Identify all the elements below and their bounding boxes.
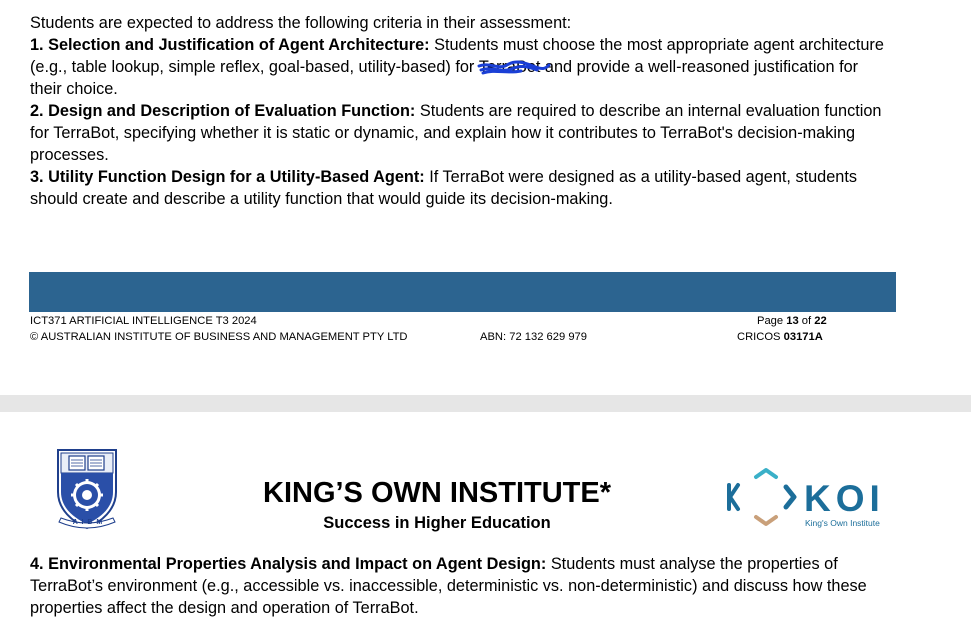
criterion-1: [30, 34, 890, 100]
footer-course: ICT371 ARTIFICIAL INTELLIGENCE T3 2024: [30, 315, 257, 327]
pen-scribble-mark: [477, 60, 551, 76]
criteria-section: [30, 12, 890, 210]
criteria-intro: Students are expected to address the following criteria in their assessment:: [30, 14, 572, 32]
criterion-1-text-before: Students must choose the most appropriate agent architecture (e.g., table lookup, simple reflex, goal-based, utility-based) for: [30, 36, 884, 76]
scribbled-word: TerraBot: [479, 56, 541, 78]
koi-logo-text: KOI: [804, 478, 885, 519]
criterion-3-text: If TerraBot were designed as a utility-based agent, students should create and describe a utility function that would guide its decision-making.: [30, 168, 858, 208]
criterion-2-text: Students are required to describe an internal evaluation function for TerraBot, specifying whether it is static or dynamic, and explain how it contributes to TerraBot's decision-making processes.: [30, 102, 882, 164]
criterion-4-text: Students must analyse the properties of TerraBot’s environment (e.g., accessible vs. inaccessible, deterministic vs. non-deterministic) and discuss how these properties affect the design and operation of TerraBot.: [30, 555, 867, 617]
footer-page-number: Page 13 of 22: [757, 315, 827, 327]
criterion-4-heading: 4. Environmental Properties Analysis and Impact on Agent Design:: [30, 555, 547, 573]
footer-cricos: CRICOS 03171A: [737, 331, 823, 343]
footer-banner: [29, 272, 896, 312]
footer-abn: ABN: 72 132 629 979: [480, 331, 587, 343]
koi-logo-subtext: King's Own Institute: [805, 518, 880, 528]
criterion-2-heading: 2. Design and Description of Evaluation Function:: [30, 102, 416, 120]
aibm-crest-text: A I B M: [72, 519, 104, 526]
criterion-4: [30, 553, 890, 619]
criterion-1-heading: 1. Selection and Justification of Agent Architecture:: [30, 36, 430, 54]
document-page-14: [0, 412, 971, 631]
criteria-section-continued: [30, 553, 890, 619]
page-separator: [0, 395, 971, 412]
institute-name: KING’S OWN INSTITUTE*: [263, 477, 611, 509]
koi-diamond-icon: [726, 467, 802, 533]
criterion-2: [30, 100, 890, 166]
criterion-1-text-after: and provide a well-reasoned justification for their choice.: [30, 58, 859, 98]
footer-copyright: © AUSTRALIAN INSTITUTE OF BUSINESS AND MANAGEMENT PTY LTD: [30, 331, 408, 343]
institute-tagline: Success in Higher Education: [323, 514, 551, 532]
criterion-3-heading: 3. Utility Function Design for a Utility-Based Agent:: [30, 168, 425, 186]
criterion-3: [30, 166, 890, 210]
koi-logo: [726, 467, 890, 533]
